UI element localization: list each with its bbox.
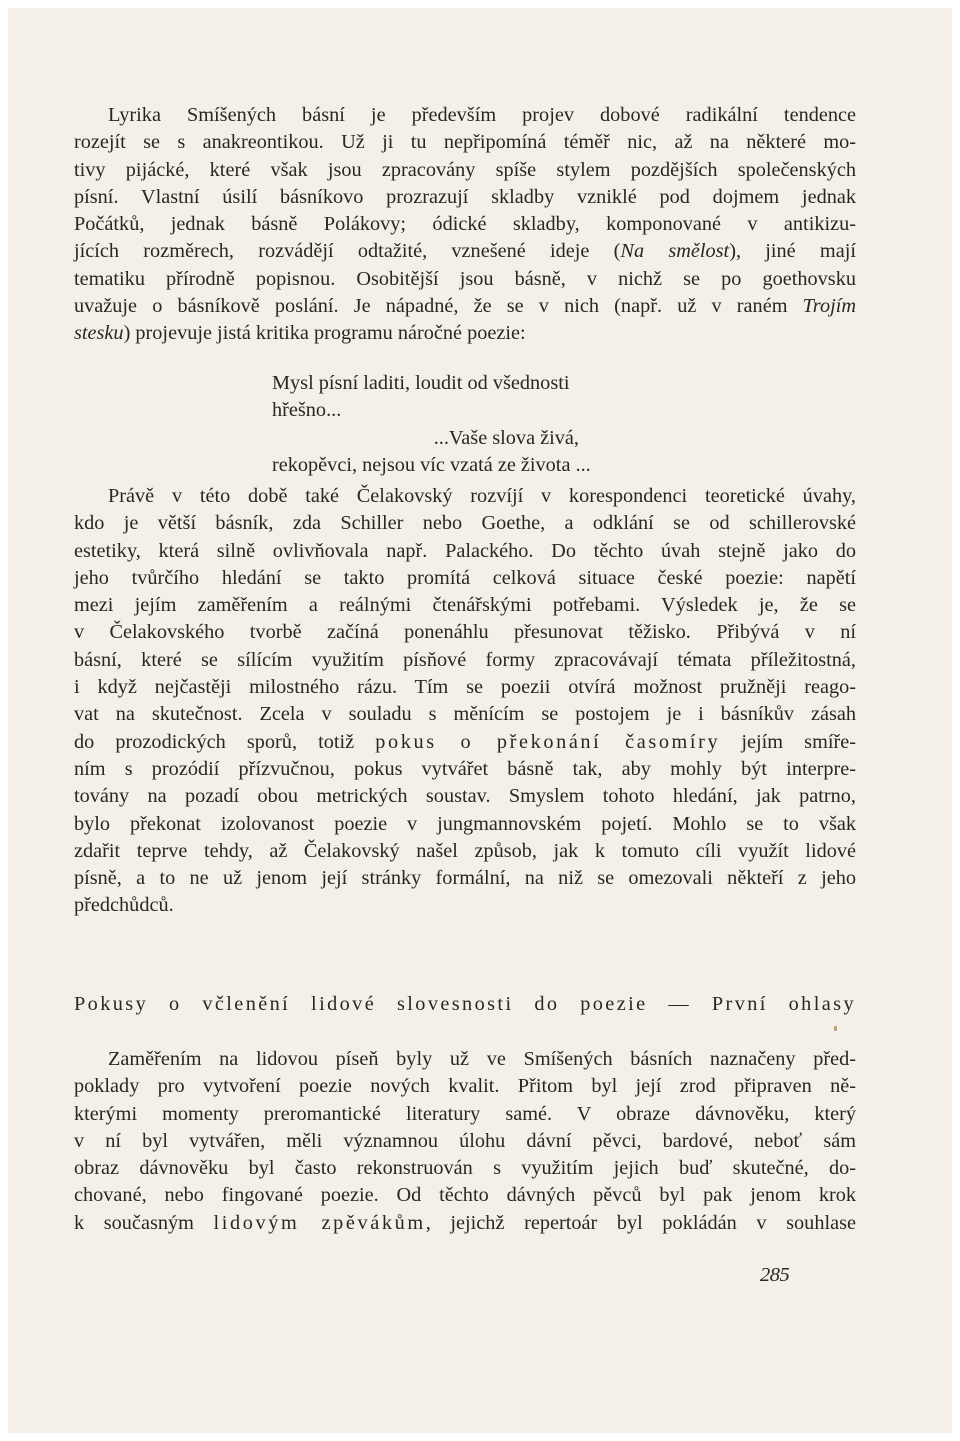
emphasized-phrase: lidovým zpěvákům [213,1211,426,1234]
text-line [74,238,856,265]
page-number: 285 [760,1264,790,1286]
text-line [74,293,856,320]
text-line: Právě v této době také Čelakovský rozvíjí v korespondenci teoretické úvahy, [108,485,856,507]
text-line: poklady pro vytvoření poezie nových kvalit. Přitom byl její zrod připraven ně- [74,1075,856,1098]
text-run: jících rozměrech, rozvádějí odtažité, vznešené ideje ( [74,240,621,263]
text-line: básní, které se sílícím využitím písňové formy zpracovávají témata příležitostná, [74,648,856,671]
work-title: Trojím [802,295,856,318]
text-line: předchůdců. [74,894,174,917]
text-line: v Čelakovského tvorbě začíná ponenáhlu přesunovat těžisko. Přibývá v ní [74,621,856,644]
paragraph-2 [74,483,856,920]
text-line: tivy pijácké, které však jsou zpracovány spíše stylem pozdějších společenských [74,158,856,181]
text-line [74,1210,856,1237]
text-line: v ní byl vytvářen, měli významnou úlohu dávní pěvci, bardové, neboť sám [74,1129,856,1152]
text-line: písní. Vlastní úsilí básníkovo prozrazují skladby vzniklé pod dojmem jednak [74,185,856,208]
text-line: mezi jejím zaměřením a reálnými čtenářskými potřebami. Výsledek je, že se [74,594,856,617]
text-line: jeho tvůrčího hledání se takto promítá celková situace české poezie: napětí [74,566,856,589]
section-heading: Pokusy o včlenění lidové slovesnosti do poezie — První ohlasy [74,993,856,1015]
paragraph-3 [74,1046,856,1237]
text-run: do prozodických sporů, totiž [74,730,376,753]
text-line: Zaměřením na lidovou píseň byly už ve Smíšených básních naznačeny před- [108,1048,856,1070]
text-run: ), jiné mají [729,240,856,263]
book-page [8,8,952,1433]
quote-line: Mysl písní laditi, loudit od všednosti [272,372,570,394]
emphasized-phrase: pokus o překonání časomíry [375,730,721,753]
text-run: ) projevuje jistá kritika programu náročné poezie: [123,322,526,345]
text-line: ním s prozódií přízvučnou, pokus vytvářet básně tak, aby mohly být interpre- [74,757,856,780]
text-line: zdařit teprve tehdy, až Čelakovský našel způsob, jak k tomuto cíli využít lidové [74,839,856,862]
text-run: uvažuje o básníkově poslání. Je nápadné, že se v nich (např. už v raném [74,295,803,318]
work-title: stesku [74,322,124,345]
text-line: továny na pozadí obou metrických soustav. Smyslem tohoto hledání, jak patrno, [74,785,856,808]
text-line [74,320,856,347]
text-line: vat na skutečnost. Zcela v souladu s měnícím se postojem je i básníkův zásah [74,703,856,726]
text-line: chované, nebo fingované poezie. Od těchto dávných pěvců byl pak jenom krok [74,1184,856,1207]
text-line: kdo je větší básník, zda Schiller nebo Goethe, a odklání se od schillerovské [74,512,856,535]
text-line: tematiku přírodně popisnou. Osobitější jsou básně, v nichž se po goethovsku [74,267,856,290]
quote-line: rekopěvci, nejsou víc vzatá ze života ... [272,453,591,476]
text-line: bylo překonat izolovanost poezie v jungmannovském pojetí. Mohlo se to však [74,812,856,835]
text-line: kterými momenty preromantické literatury samé. V obraze dávnověku, který [74,1102,856,1125]
text-line: estetiky, která silně ovlivňovala např. Palackého. Do těchto úvah stejně jako do [74,539,856,562]
poem-quote [272,370,692,479]
text-line: obraz dávnověku byl často rekonstruován s využitím jejich buď skutečné, do- [74,1157,856,1180]
work-title: Na smělost [620,240,730,263]
quote-line: hřešno... [272,399,342,422]
paragraph-1 [74,102,856,348]
text-line: i když nejčastěji milostného rázu. Tím se poezii otvírá možnost pružněji reago- [74,676,856,699]
text-line: Počátků, jednak básně Polákovy; ódické skladby, komponované v antikizu- [74,213,856,236]
text-line [74,729,856,756]
text-line: rozejít se s anakreontikou. Už ji tu nepřipomíná téměř nic, až na některé mo- [74,131,856,154]
text-line: písně, a to ne už jenom její stránky formální, na niž se omezovali někteří z jeho [74,867,856,890]
text-run: , jejichž repertoár byl pokládán v souhlase [425,1211,856,1234]
text-line: Lyrika Smíšených básní je především projev dobové radikální tendence [108,104,856,126]
text-run: k současným [74,1211,214,1234]
ink-mark [834,1026,837,1031]
quote-line: ...Vaše slova živá, [433,426,579,449]
text-run: jejím smíře- [720,730,856,753]
